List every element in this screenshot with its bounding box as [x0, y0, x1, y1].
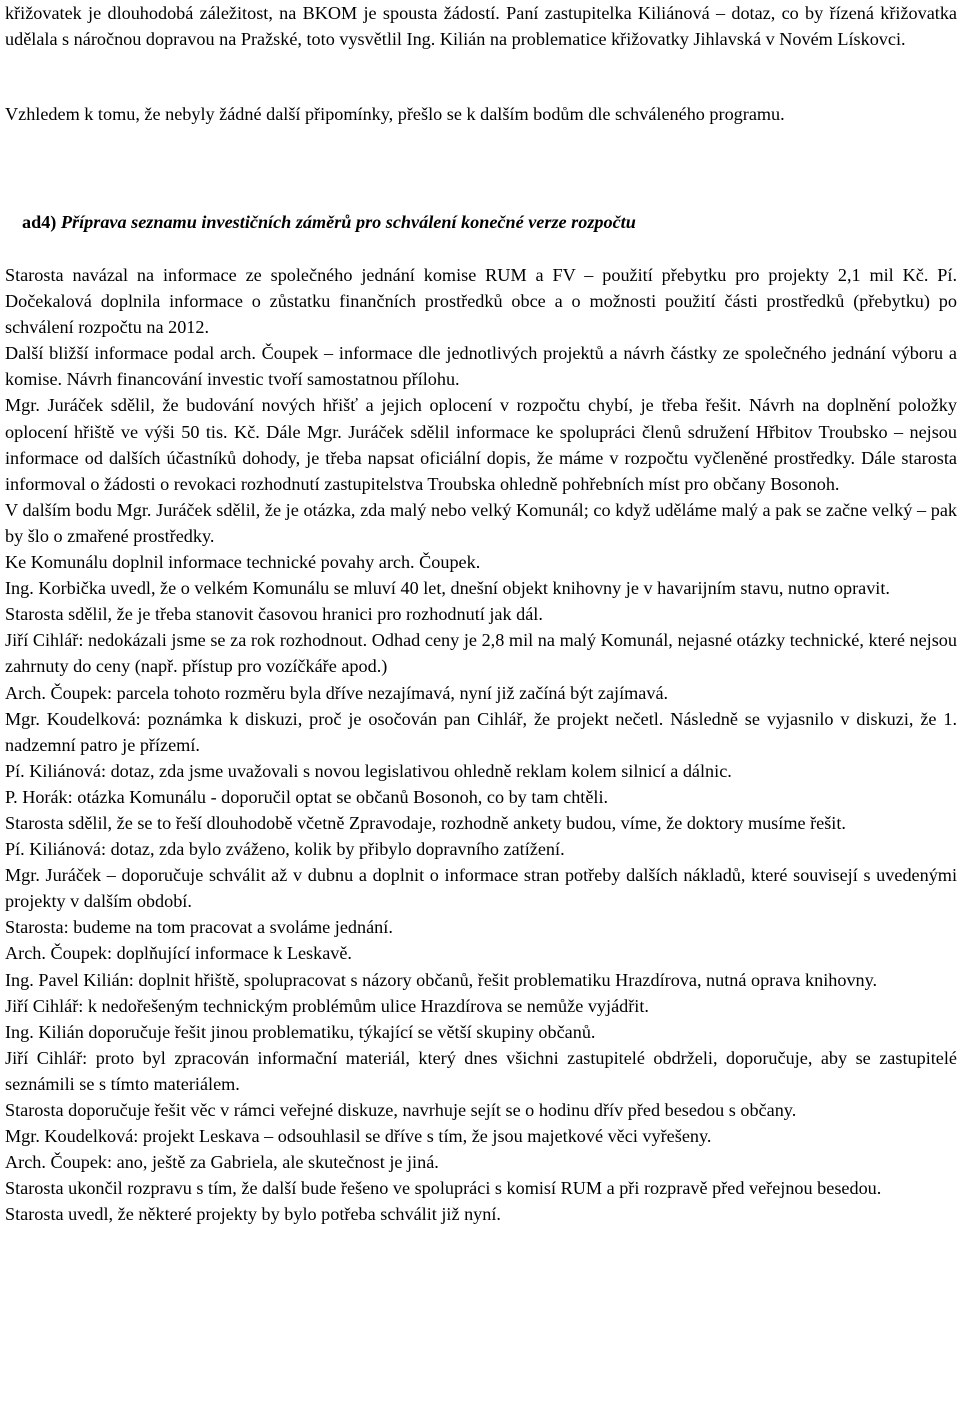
paragraph: V dalším bodu Mgr. Juráček sdělil, že je otázka, zda malý nebo velký Komunál; co když uděláme malý a pak se začne velký – pak by šlo o zmařené prostředky. [5, 499, 957, 546]
paragraph: Starosta sdělil, že je třeba stanovit časovou hranici pro rozhodnutí jak dál. [5, 604, 543, 625]
intro-block-2 [5, 101, 957, 127]
paragraph: Arch. Čoupek: doplňující informace k Leskavě. [5, 943, 352, 964]
paragraph: Mgr. Koudelková: projekt Leskava – odsouhlasil se dříve s tím, že jsou majetkové věci vyřešeny. [5, 1126, 712, 1147]
paragraph: Starosta: budeme na tom pracovat a svoláme jednání. [5, 917, 393, 938]
paragraph: Arch. Čoupek: ano, ještě za Gabriela, ale skutečnost je jiná. [5, 1152, 439, 1173]
paragraph: Starosta uvedl, že některé projekty by bylo potřeba schválit již nyní. [5, 1204, 501, 1225]
paragraph: Pí. Kiliánová: dotaz, zda bylo zváženo, kolik by přibylo dopravního zatížení. [5, 839, 565, 860]
paragraph: P. Horák: otázka Komunálu - doporučil optat se občanů Bosonoh, co by tam chtěli. [5, 786, 609, 807]
paragraph: Další bližší informace podal arch. Čoupek – informace dle jednotlivých projektů a návrh částky ze společného jednání výboru a komise. Návrh financování investic tvoří samostatnou přílohu. [5, 343, 957, 390]
paragraph: Pí. Kiliánová: dotaz, zda jsme uvažovali s novou legislativou ohledně reklam kolem silnicí a dálnic. [5, 760, 732, 781]
paragraph: Mgr. Juráček – doporučuje schválit až v dubnu a doplnit o informace stran potřeby dalších nákladů, které souvisejí s uvedenými projekty v dalším období. [5, 865, 957, 912]
paragraph: Arch. Čoupek: parcela tohoto rozměru byla dříve nezajímavá, nyní již začíná být zajímavá. [5, 682, 669, 703]
section-title: Příprava seznamu investičních záměrů pro schválení konečné verze rozpočtu [60, 212, 636, 232]
paragraph: Ing. Kilián doporučuje řešit jinou problematiku, týkající se větší skupiny občanů. [5, 1021, 596, 1042]
paragraph: Starosta ukončil rozpravu s tím, že další bude řešeno ve spolupráci s komisí RUM a při rozpravě před veřejnou besedou. [5, 1178, 882, 1199]
section-heading [22, 209, 957, 235]
paragraph: Ke Komunálu doplnil informace technické povahy arch. Čoupek. [5, 552, 481, 573]
discussion-body [5, 262, 957, 1227]
paragraph: Mgr. Koudelková: poznámka k diskuzi, proč je osočován pan Cihlář, že projekt nečetl. Následně se vyjasnilo v diskuzi, že 1. nadzemní patro je přízemí. [5, 708, 957, 755]
paragraph: Ing. Pavel Kilián: doplnit hřiště, spolupracovat s názory občanů, řešit problematiku Hrazdírova, nutná oprava knihovny. [5, 969, 878, 990]
paragraph: Mgr. Juráček sdělil, že budování nových hřišť a jejich oplocení v rozpočtu chybí, je třeba řešit. Návrh na doplnění položky oplocení hřiště ve výši 50 tis. Kč. Dále Mgr. Juráček sdělil informace ke spolupráci členů sdružení Hřbitov Troubsko – nejsou informace od dalších účastníků dohody, je třeba napsat oficiální dopis, že máme v rozpočtu vyčleněné prostředky. Dále starosta informoval o žádosti o revokaci rozhodnutí zastupitelstva Troubska ohledně pohřebních míst pro občany Bosonoh. [5, 395, 957, 494]
paragraph: Jiří Cihlář: k nedořešeným technickým problémům ulice Hrazdírova se nemůže vyjádřit. [5, 995, 649, 1016]
intro-block [5, 0, 957, 52]
section-number: ad4) [22, 212, 57, 232]
intro-paragraph-2: Vzhledem k tomu, že nebyly žádné další připomínky, přešlo se k dalším bodům dle schváleného programu. [5, 104, 785, 124]
paragraph: Jiří Cihlář: nedokázali jsme se za rok rozhodnout. Odhad ceny je 2,8 mil na malý Komunál, nejasné otázky technické, které nejsou zahrnuty do ceny (např. přístup pro vozíčkáře apod.) [5, 630, 957, 677]
intro-paragraph-1: křižovatek je dlouhodobá záležitost, na BKOM je spousta žádostí. Paní zastupitelka Kiliánová – dotaz, co by řízená křižovatka udělala s náročnou dopravou na Pražské, toto vysvětlil Ing. Kilián na problematice křižovatky Jihlavská v Novém Lískovci. [5, 3, 957, 50]
paragraph: Ing. Korbička uvedl, že o velkém Komunálu se mluví 40 let, dnešní objekt knihovny je v havarijním stavu, nutno opravit. [5, 578, 890, 599]
section-heading-line [22, 209, 957, 235]
paragraph: Jiří Cihlář: proto byl zpracován informační materiál, který dnes všichni zastupitelé obdrželi, doporučuje, aby se zastupitelé seznámili se s tímto materiálem. [5, 1047, 957, 1094]
paragraph: Starosta navázal na informace ze společného jednání komise RUM a FV – použití přebytku pro projekty 2,1 mil Kč. Pí. Dočekalová doplnila informace o zůstatku finančních prostředků obce a o možnosti použití části prostředků (přebytku) po schválení rozpočtu na 2012. [5, 265, 957, 338]
paragraph: Starosta doporučuje řešit věc v rámci veřejné diskuze, navrhuje sejít se o hodinu dřív před besedou s občany. [5, 1100, 797, 1120]
paragraph: Starosta sdělil, že se to řeší dlouhodobě včetně Zpravodaje, rozhodně ankety budou, víme, že doktory musíme řešit. [5, 812, 846, 833]
